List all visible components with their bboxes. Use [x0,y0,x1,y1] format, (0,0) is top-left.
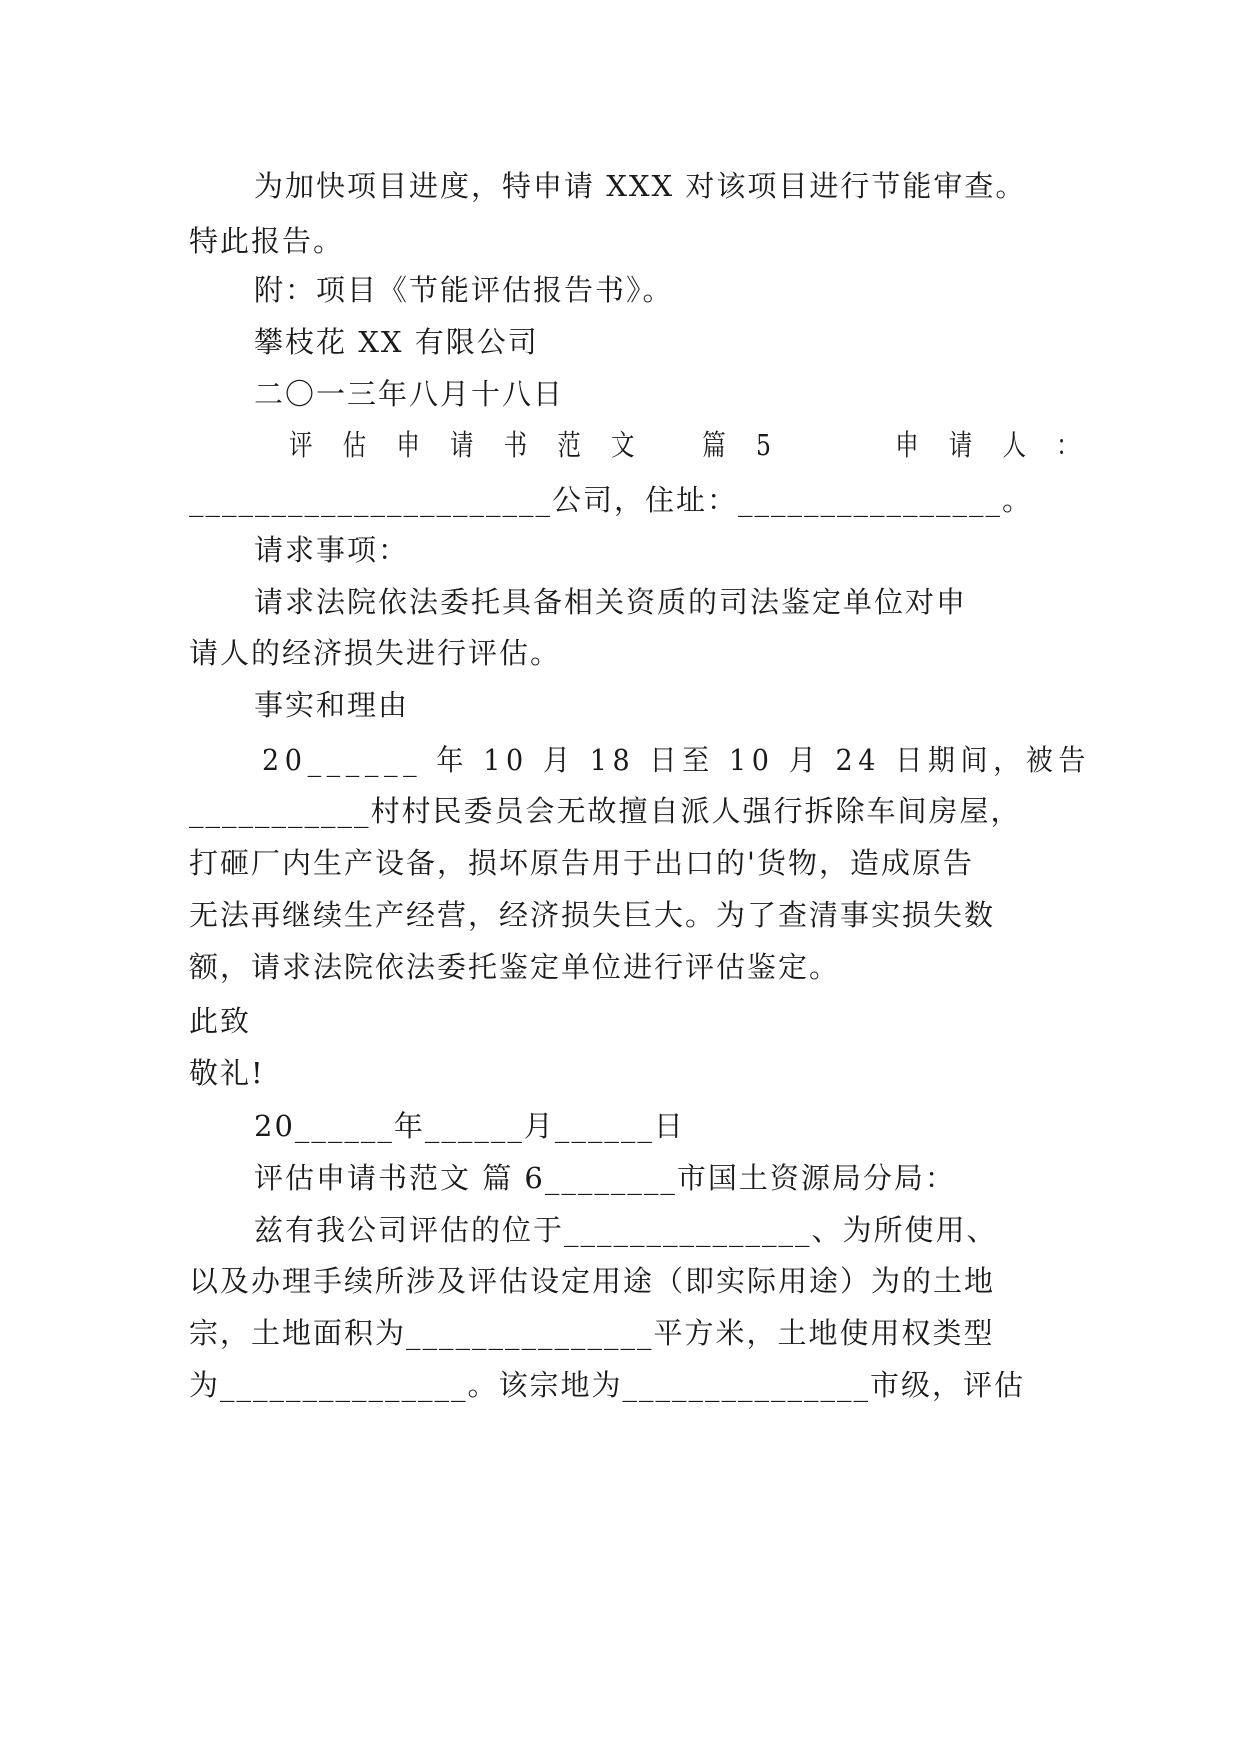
paragraph-line [189,1001,1241,1041]
line-text: 特此报告。 [189,224,345,258]
line-text: 事实和理由 [254,688,410,722]
paragraph-line [189,843,1241,883]
line-text: 20______年______月______日 [254,1109,685,1143]
line-text: ______________________公司，住址：________________。 [189,483,1034,517]
paragraph-line [189,947,1241,987]
line-text: 为加快项目进度，特申请 XXX 对该项目进行节能审查。 [254,169,1027,203]
paragraph-line [189,221,1241,261]
line-text: 评估申请书范文 篇 6________市国土资源局分局： [254,1161,956,1195]
paragraph-line [189,1313,1241,1353]
line-text: 敬礼! [189,1056,265,1090]
paragraph-line [189,1365,1241,1405]
paragraph-line [262,740,1241,780]
line-text: 以及办理手续所涉及评估设定用途（即实际用途）为的土地 [189,1264,996,1298]
paragraph-line [254,685,1241,725]
paragraph-line [254,1106,1241,1146]
paragraph-line [254,374,1241,414]
paragraph-line [254,270,1241,310]
line-text: 此致 [189,1004,252,1038]
paragraph-line [189,791,1241,831]
line-text: 20______ 年 10 月 18 日至 10 月 24 日期间，被告 [262,743,1091,777]
paragraph-line [254,582,1241,622]
paragraph-line [289,425,1241,465]
line-text: 二〇一三年八月十八日 [254,377,565,411]
line-text: 为_______________。该宗地为_______________市级，评估 [189,1368,1026,1402]
line-text: 额，请求法院依法委托鉴定单位进行评估鉴定。 [189,950,841,984]
line-text: 请求法院依法委托具备相关资质的司法鉴定单位对申 [254,585,968,619]
line-text: 宗，土地面积为_______________平方米，土地使用权类型 [189,1316,995,1350]
paragraph-line [254,1158,1241,1198]
line-text: 请求事项： [254,533,410,567]
line-text: 附：项目《节能评估报告书》。 [254,273,674,307]
line-text: 评 估 申 请 书 范 文 篇 5 申 请 人 ： [289,428,1091,462]
paragraph-line [254,1210,1241,1250]
line-text: 打砸厂内生产设备，损坏原告用于出口的'货物，造成原告 [189,846,974,880]
paragraph-line [189,480,1241,520]
line-text: 攀枝花 XX 有限公司 [254,325,539,359]
line-text: 无法再继续生产经营，经济损失巨大。为了查清事实损失数 [189,898,996,932]
paragraph-line [254,322,1241,362]
paragraph-line [189,1261,1241,1301]
paragraph-line [189,1053,1241,1093]
line-text: ___________村村民委员会无故擅自派人强行拆除车间房屋， [189,794,1022,828]
paragraph-line [254,530,1241,570]
line-text: 兹有我公司评估的位于_______________、为所使用、 [254,1213,998,1247]
line-text: 请人的经济损失进行评估。 [189,636,562,670]
paragraph-line [189,633,1241,673]
paragraph-line [189,895,1241,935]
paragraph-line [254,166,1241,206]
